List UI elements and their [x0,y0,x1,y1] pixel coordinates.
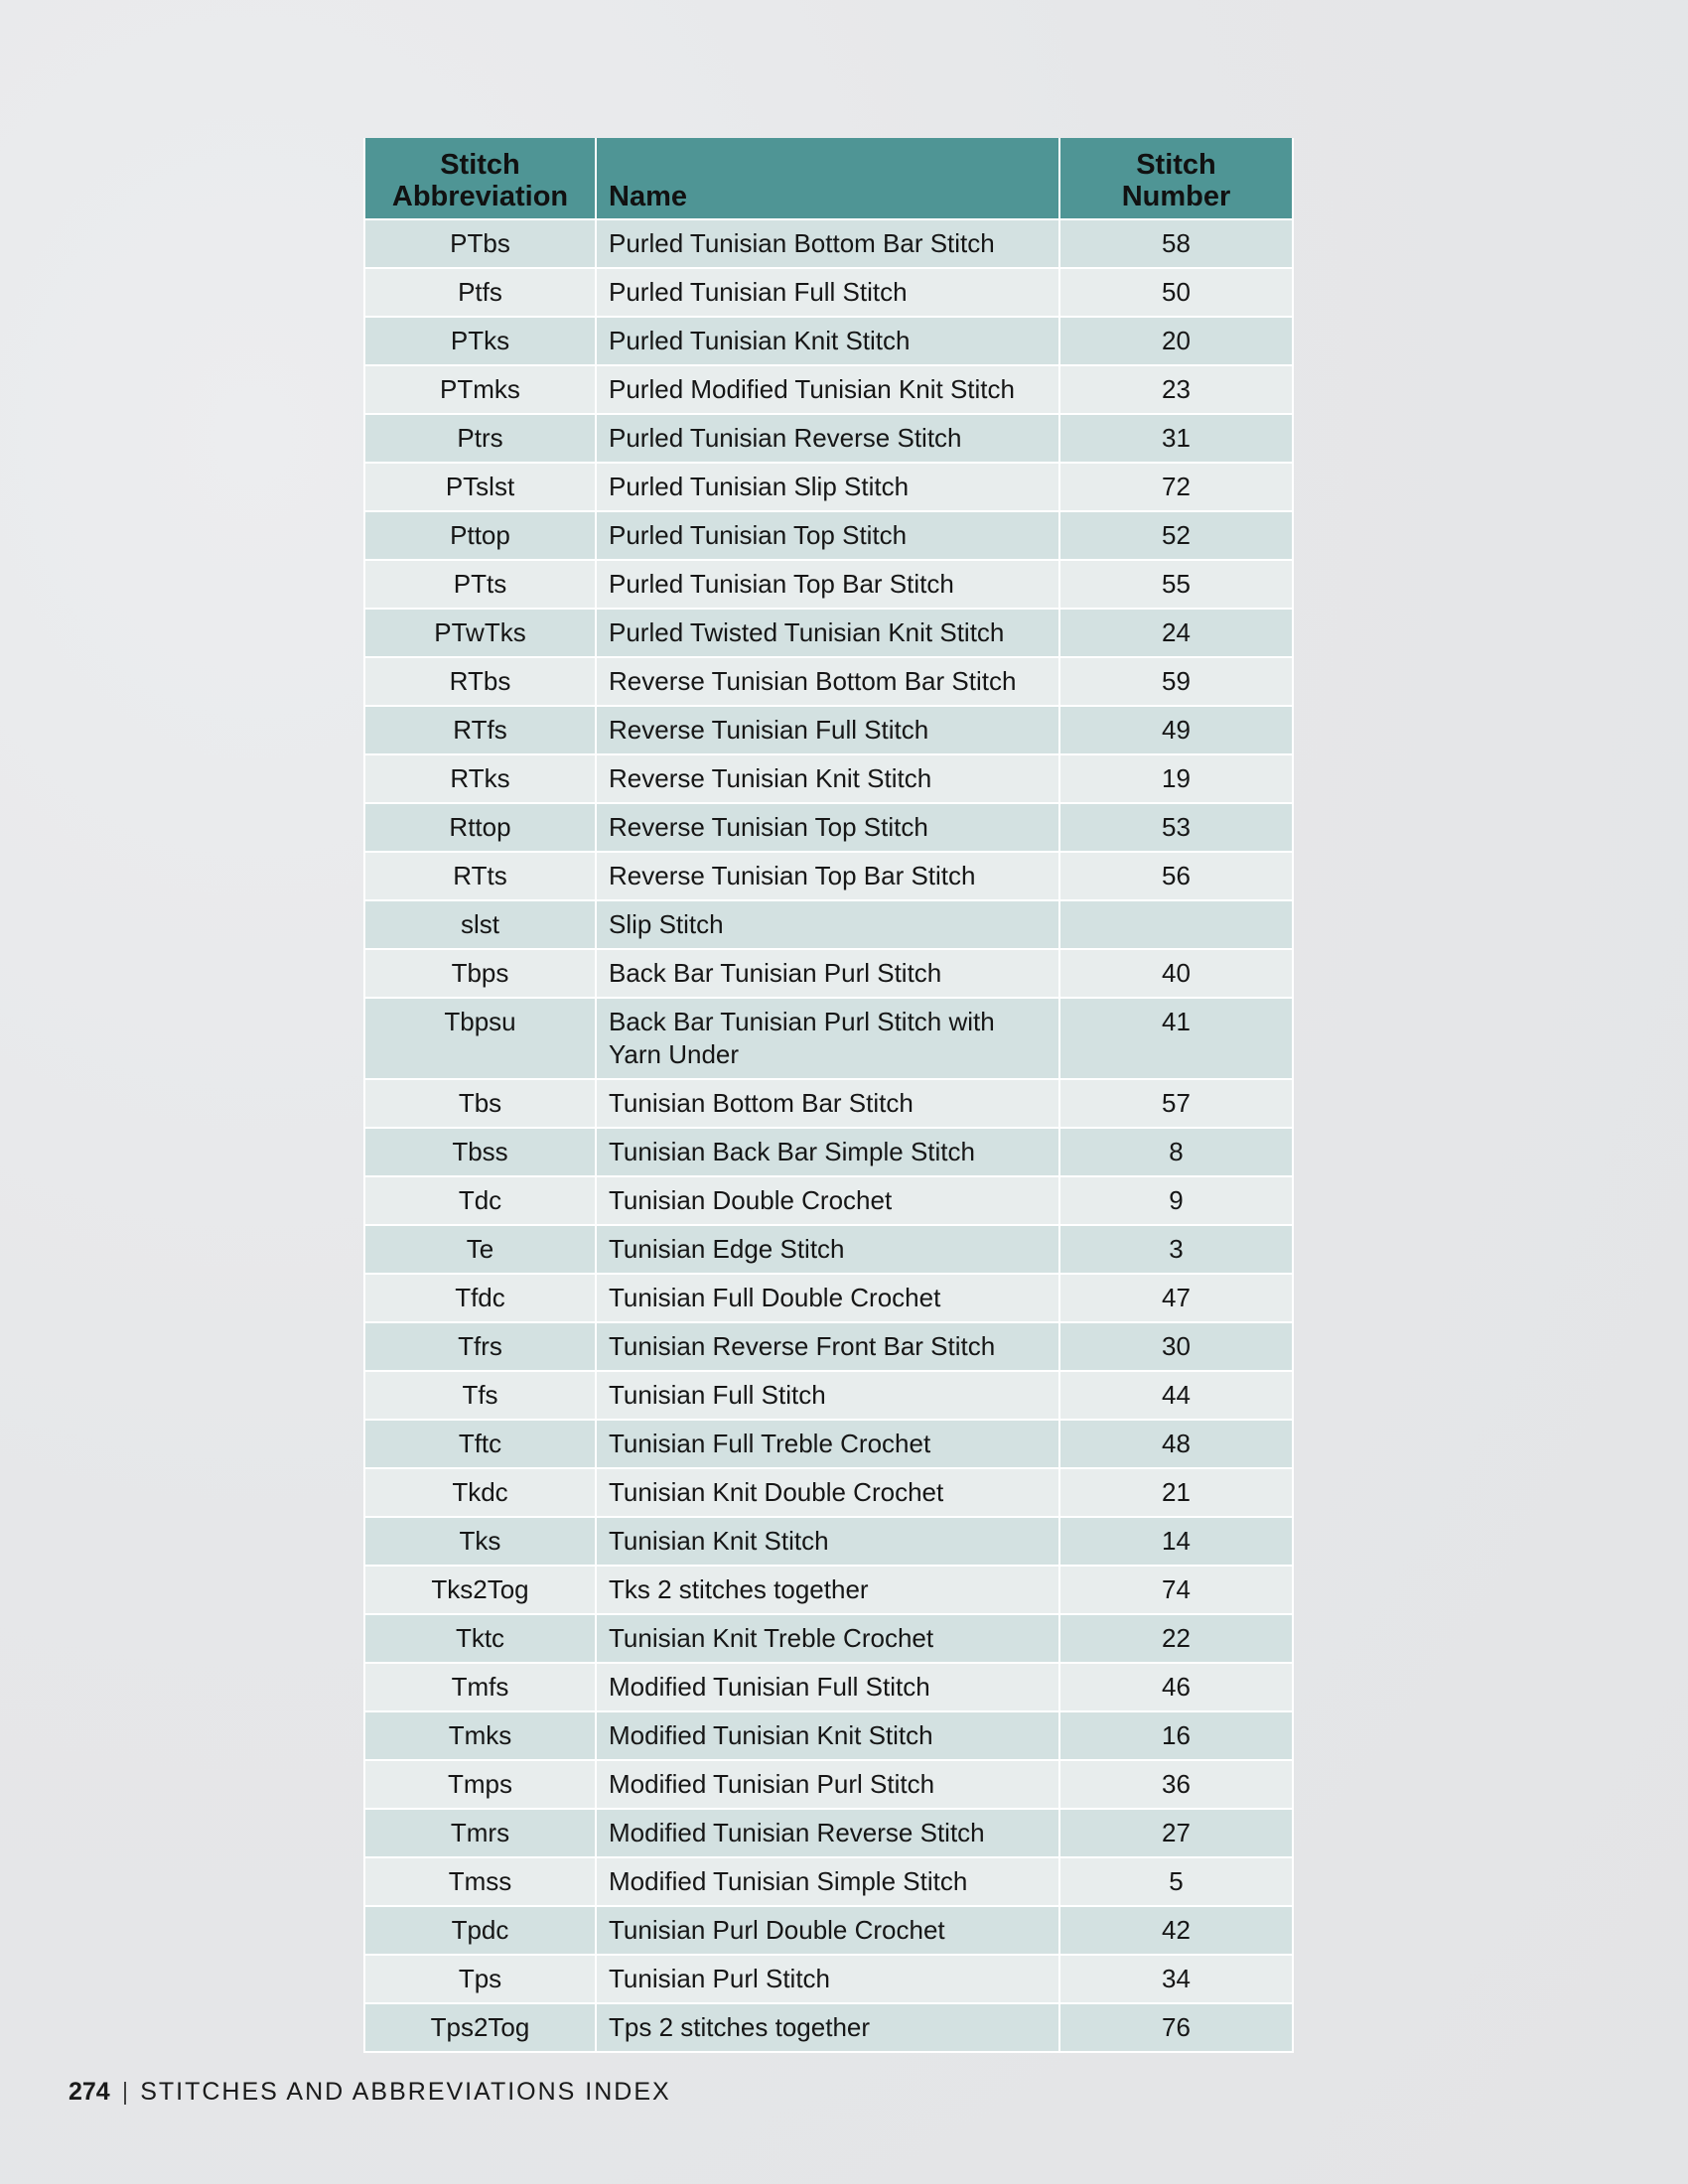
cell-stitch-abbreviation: Tmps [364,1760,596,1809]
cell-stitch-name: Tunisian Purl Stitch [596,1955,1059,2003]
cell-stitch-name: Tunisian Bottom Bar Stitch [596,1079,1059,1128]
cell-stitch-number: 22 [1059,1614,1293,1663]
cell-stitch-abbreviation: Tmrs [364,1809,596,1857]
cell-stitch-name: Tunisian Knit Stitch [596,1517,1059,1566]
cell-stitch-number: 58 [1059,219,1293,268]
header-stitch-number [1059,138,1293,219]
cell-stitch-abbreviation: Tbs [364,1079,596,1128]
cell-stitch-name: Tunisian Reverse Front Bar Stitch [596,1322,1059,1371]
table-row [364,949,1293,998]
cell-stitch-number: 74 [1059,1566,1293,1614]
cell-stitch-name: Tunisian Full Treble Crochet [596,1420,1059,1468]
header-name-text: Name [609,181,687,212]
cell-stitch-name: Tunisian Double Crochet [596,1176,1059,1225]
table-row [364,1906,1293,1955]
table-row [364,2003,1293,2052]
cell-stitch-abbreviation: PTbs [364,219,596,268]
cell-stitch-number: 41 [1059,998,1293,1079]
table-row [364,365,1293,414]
cell-stitch-number: 20 [1059,317,1293,365]
cell-stitch-number: 34 [1059,1955,1293,2003]
cell-stitch-abbreviation: Tbpsu [364,998,596,1079]
table-row [364,1371,1293,1420]
cell-stitch-number: 44 [1059,1371,1293,1420]
table-row [364,1955,1293,2003]
cell-stitch-number: 50 [1059,268,1293,317]
cell-stitch-abbreviation: Pttop [364,511,596,560]
page-footer [69,2078,671,2107]
cell-stitch-number: 46 [1059,1663,1293,1711]
cell-stitch-number: 56 [1059,852,1293,900]
table-row [364,1663,1293,1711]
table-row [364,852,1293,900]
table-row [364,1517,1293,1566]
cell-stitch-number [1059,900,1293,949]
cell-stitch-name: Purled Tunisian Top Stitch [596,511,1059,560]
cell-stitch-number: 23 [1059,365,1293,414]
cell-stitch-abbreviation: Tks [364,1517,596,1566]
cell-stitch-name: Purled Tunisian Bottom Bar Stitch [596,219,1059,268]
header-name [596,138,1059,219]
cell-stitch-number: 40 [1059,949,1293,998]
cell-stitch-abbreviation: Tftc [364,1420,596,1468]
cell-stitch-abbreviation: RTbs [364,657,596,706]
table-row [364,1225,1293,1274]
cell-stitch-abbreviation: Tdc [364,1176,596,1225]
table-row [364,1128,1293,1176]
cell-stitch-abbreviation: Rttop [364,803,596,852]
cell-stitch-name: Slip Stitch [596,900,1059,949]
cell-stitch-number: 53 [1059,803,1293,852]
header-abbr-line1: Stitch [440,149,520,181]
cell-stitch-number: 27 [1059,1809,1293,1857]
stitch-index-table [363,138,1294,2053]
cell-stitch-name: Tks 2 stitches together [596,1566,1059,1614]
cell-stitch-number: 5 [1059,1857,1293,1906]
cell-stitch-abbreviation: Tmfs [364,1663,596,1711]
cell-stitch-name: Back Bar Tunisian Purl Stitch [596,949,1059,998]
cell-stitch-name: Tunisian Full Double Crochet [596,1274,1059,1322]
cell-stitch-number: 52 [1059,511,1293,560]
table-row [364,219,1293,268]
table-row [364,1420,1293,1468]
cell-stitch-name: Tunisian Knit Treble Crochet [596,1614,1059,1663]
cell-stitch-number: 24 [1059,609,1293,657]
cell-stitch-abbreviation: Tbps [364,949,596,998]
table-row [364,1176,1293,1225]
cell-stitch-abbreviation: Tps2Tog [364,2003,596,2052]
footer-section-title: STITCHES AND ABBREVIATIONS INDEX [140,2078,671,2106]
table-body [364,219,1293,2052]
table-row [364,1809,1293,1857]
table-row [364,657,1293,706]
footer-separator: | [121,2078,129,2106]
cell-stitch-number: 14 [1059,1517,1293,1566]
page-number: 274 [69,2078,110,2106]
stitch-index-table-container [363,138,1292,2053]
cell-stitch-name: Modified Tunisian Reverse Stitch [596,1809,1059,1857]
cell-stitch-name: Tunisian Knit Double Crochet [596,1468,1059,1517]
header-num-line1: Stitch [1136,149,1216,181]
cell-stitch-name: Modified Tunisian Knit Stitch [596,1711,1059,1760]
table-row [364,317,1293,365]
cell-stitch-abbreviation: RTks [364,754,596,803]
table-row [364,463,1293,511]
cell-stitch-abbreviation: Tps [364,1955,596,2003]
cell-stitch-number: 48 [1059,1420,1293,1468]
cell-stitch-abbreviation: Tfdc [364,1274,596,1322]
cell-stitch-abbreviation: Tks2Tog [364,1566,596,1614]
table-row [364,511,1293,560]
cell-stitch-number: 21 [1059,1468,1293,1517]
cell-stitch-abbreviation: Tfs [364,1371,596,1420]
cell-stitch-name: Purled Twisted Tunisian Knit Stitch [596,609,1059,657]
header-stitch-abbreviation [364,138,596,219]
cell-stitch-abbreviation: PTwTks [364,609,596,657]
table-row [364,560,1293,609]
cell-stitch-name: Tps 2 stitches together [596,2003,1059,2052]
cell-stitch-number: 59 [1059,657,1293,706]
cell-stitch-number: 3 [1059,1225,1293,1274]
table-row [364,609,1293,657]
table-row [364,414,1293,463]
cell-stitch-name: Purled Tunisian Slip Stitch [596,463,1059,511]
cell-stitch-abbreviation: PTks [364,317,596,365]
table-row [364,1274,1293,1322]
cell-stitch-name: Reverse Tunisian Full Stitch [596,706,1059,754]
cell-stitch-name: Modified Tunisian Full Stitch [596,1663,1059,1711]
cell-stitch-number: 57 [1059,1079,1293,1128]
cell-stitch-number: 55 [1059,560,1293,609]
cell-stitch-name: Purled Tunisian Full Stitch [596,268,1059,317]
cell-stitch-abbreviation: Tfrs [364,1322,596,1371]
cell-stitch-number: 30 [1059,1322,1293,1371]
cell-stitch-name: Purled Tunisian Top Bar Stitch [596,560,1059,609]
cell-stitch-name: Reverse Tunisian Top Stitch [596,803,1059,852]
cell-stitch-abbreviation: RTts [364,852,596,900]
cell-stitch-name: Tunisian Edge Stitch [596,1225,1059,1274]
cell-stitch-abbreviation: PTts [364,560,596,609]
cell-stitch-number: 47 [1059,1274,1293,1322]
table-row [364,998,1293,1079]
cell-stitch-name: Purled Tunisian Reverse Stitch [596,414,1059,463]
table-row [364,1468,1293,1517]
cell-stitch-name: Tunisian Full Stitch [596,1371,1059,1420]
table-row [364,754,1293,803]
table-row [364,1079,1293,1128]
cell-stitch-number: 49 [1059,706,1293,754]
cell-stitch-number: 36 [1059,1760,1293,1809]
cell-stitch-abbreviation: PTmks [364,365,596,414]
table-row [364,1614,1293,1663]
cell-stitch-abbreviation: Ptfs [364,268,596,317]
cell-stitch-name: Purled Tunisian Knit Stitch [596,317,1059,365]
header-abbr-line2: Abbreviation [391,181,569,212]
cell-stitch-abbreviation: Tktc [364,1614,596,1663]
cell-stitch-abbreviation: RTfs [364,706,596,754]
table-row [364,1760,1293,1809]
cell-stitch-abbreviation: PTslst [364,463,596,511]
cell-stitch-name: Modified Tunisian Simple Stitch [596,1857,1059,1906]
cell-stitch-name: Tunisian Purl Double Crochet [596,1906,1059,1955]
header-num-line2: Number [1121,181,1231,212]
table-row [364,268,1293,317]
cell-stitch-name: Reverse Tunisian Bottom Bar Stitch [596,657,1059,706]
table-header-row [364,138,1293,219]
cell-stitch-abbreviation: Te [364,1225,596,1274]
cell-stitch-name: Modified Tunisian Purl Stitch [596,1760,1059,1809]
cell-stitch-number: 16 [1059,1711,1293,1760]
table-row [364,1566,1293,1614]
cell-stitch-number: 31 [1059,414,1293,463]
table-row [364,1322,1293,1371]
cell-stitch-abbreviation: Tmks [364,1711,596,1760]
cell-stitch-abbreviation: Tkdc [364,1468,596,1517]
table-row [364,1711,1293,1760]
cell-stitch-name: Reverse Tunisian Knit Stitch [596,754,1059,803]
cell-stitch-abbreviation: Ptrs [364,414,596,463]
cell-stitch-number: 72 [1059,463,1293,511]
cell-stitch-abbreviation: slst [364,900,596,949]
table-row [364,1857,1293,1906]
table-row [364,900,1293,949]
cell-stitch-number: 76 [1059,2003,1293,2052]
cell-stitch-abbreviation: Tmss [364,1857,596,1906]
cell-stitch-number: 8 [1059,1128,1293,1176]
cell-stitch-abbreviation: Tpdc [364,1906,596,1955]
cell-stitch-number: 9 [1059,1176,1293,1225]
table-row [364,706,1293,754]
cell-stitch-number: 19 [1059,754,1293,803]
table-row [364,803,1293,852]
cell-stitch-name: Tunisian Back Bar Simple Stitch [596,1128,1059,1176]
cell-stitch-name: Back Bar Tunisian Purl Stitch with Yarn Under [596,998,1059,1079]
cell-stitch-number: 42 [1059,1906,1293,1955]
cell-stitch-abbreviation: Tbss [364,1128,596,1176]
cell-stitch-name: Reverse Tunisian Top Bar Stitch [596,852,1059,900]
cell-stitch-name: Purled Modified Tunisian Knit Stitch [596,365,1059,414]
